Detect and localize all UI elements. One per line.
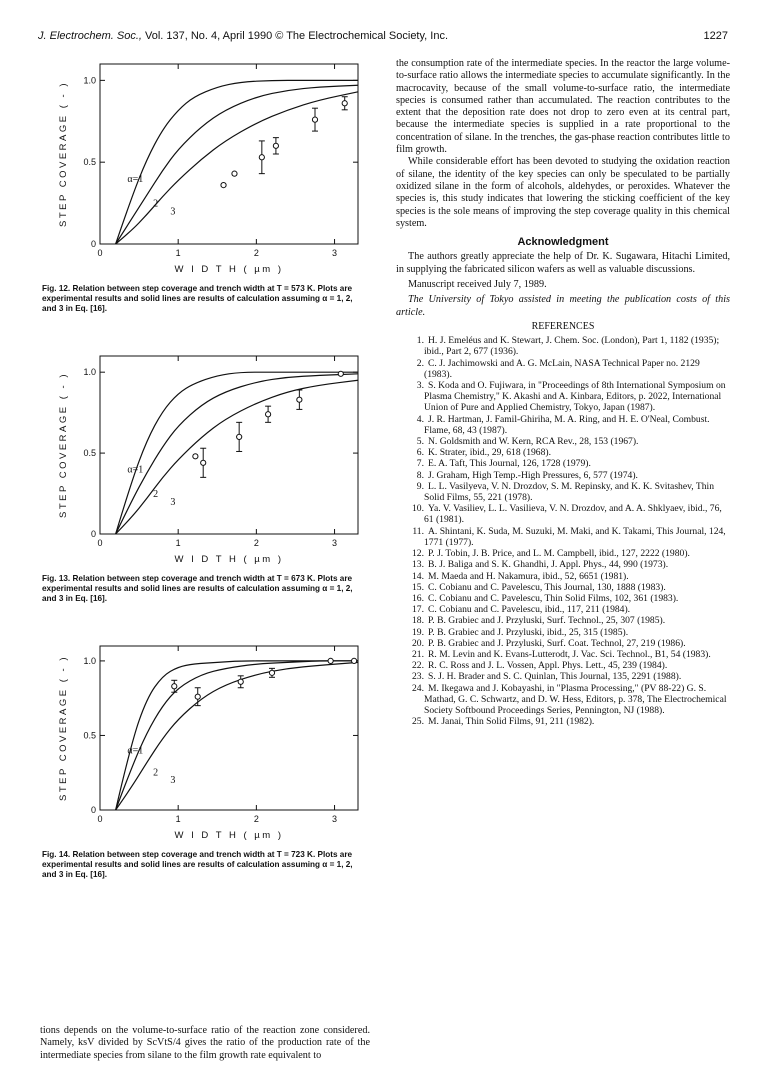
reference-text: E. A. Taft, This Journal, 126, 1728 (1979).: [428, 458, 591, 470]
calculated-curve-3: [116, 92, 358, 244]
reference-item: [396, 458, 730, 469]
reference-text: P. J. Tobin, J. B. Price, and L. M. Campbell, ibid., 127, 2222 (1980).: [428, 548, 690, 560]
reference-item: [396, 481, 730, 503]
reference-number: 9.: [416, 480, 424, 492]
y-tick-label: 1.0: [83, 655, 96, 666]
reference-item: [396, 638, 730, 649]
reference-item: [396, 414, 730, 436]
reference-number: 22.: [412, 660, 424, 672]
calculated-curve-1: [116, 372, 358, 534]
x-tick-label: 0: [97, 814, 103, 824]
left-column-text: tions depends on the volume-to-surface ratio of the reaction zone considered. Namely, ksV divided by ScVtS/4 gives the ratio of the production rate of the intermediate species from silane to the film growth rate equivalent to: [40, 1025, 370, 1061]
experimental-point: [342, 101, 347, 106]
reference-text: H. J. Emeléus and K. Stewart, J. Chem. Soc. (London), Part 1, 1182 (1935); ibid., Part 2, 677 (1936).: [424, 335, 720, 358]
reference-text: S. Koda and O. Fujiwara, in "Proceedings of 8th International Symposium on Plasma Chemistry," K. Akashi and A. Kinbara, Editors, p. 2022, International Union of Pure and Applied Chemistry, Tokyo, Japan (1987).: [424, 380, 726, 414]
reference-item: [396, 548, 730, 559]
calculated-curve-1: [116, 661, 358, 810]
reference-item: [396, 526, 730, 548]
figure-14-caption: Fig. 14. Relation between step coverage and trench width at T = 723 K. Plots are experimental results and solid lines are results of calculation assuming α = 1, 2, and 3 in Eq. [16].: [42, 850, 353, 879]
experimental-point: [265, 412, 270, 417]
experimental-point: [221, 182, 226, 187]
experimental-point: [232, 171, 237, 176]
reference-text: S. J. H. Brader and S. C. Quinlan, This Journal, 135, 2291 (1988).: [428, 671, 682, 683]
figure-13-chart: [40, 342, 370, 574]
reference-item: [396, 380, 730, 414]
reference-number: 4.: [416, 413, 424, 425]
reference-number: 19.: [412, 626, 424, 638]
plot-frame: [100, 356, 358, 534]
experimental-point: [237, 434, 242, 439]
x-tick-label: 3: [332, 248, 338, 258]
curve-label: 2: [153, 767, 159, 779]
experimental-point: [312, 117, 317, 122]
experimental-point: [201, 460, 206, 465]
x-tick-label: 1: [175, 814, 181, 824]
curve-label: 3: [170, 206, 176, 218]
curve-label: α=1: [127, 173, 144, 185]
x-tick-label: 2: [253, 538, 259, 548]
reference-number: 12.: [412, 548, 424, 560]
curve-label: 3: [170, 496, 176, 508]
reference-item: [396, 358, 730, 380]
reference-item: [396, 335, 730, 357]
reference-item: [396, 683, 730, 717]
reference-text: P. B. Grabiec and J. Przyluski, Surf. Technol., 25, 307 (1985).: [428, 615, 666, 627]
experimental-point: [259, 155, 264, 160]
reference-text: J. Graham, High Temp.-High Pressures, 6, 577 (1974).: [428, 469, 638, 481]
reference-item: [396, 447, 730, 458]
right-column: [396, 58, 730, 727]
body-paragraph-1: the consumption rate of the intermediate species. In the reactor the large volume-to-surface ratio allows the intermediate species to accumulate significantly. In the macrocavity, because of the small volume-to-surface ratio, the intermediate species is consumed rather than accumulated. The reaction contributes to the extent that the deposition rate does not drop to zero even at its central part, because the intermediate species is supplied in a rate proportional to the concentration of silane. In the trenches, the gas-phase reaction contributes little to film growth.: [396, 58, 730, 156]
reference-item: [396, 559, 730, 570]
figure-14-chart: [40, 632, 370, 850]
reference-text: C. Cobianu and C. Pavelescu, ibid., 117, 211 (1984).: [428, 604, 631, 616]
x-tick-label: 3: [332, 538, 338, 548]
reference-number: 1.: [416, 335, 424, 347]
reference-text: Ya. V. Vasiliev, L. L. Vasilieva, V. N. Drozdov, and A. A. Shklyaev, ibid., 76, 61 (1981).: [424, 503, 722, 526]
y-tick-label: 1.0: [83, 367, 96, 378]
reference-number: 8.: [416, 469, 424, 481]
x-tick-label: 2: [253, 814, 259, 824]
x-tick-label: 3: [332, 814, 338, 824]
reference-text: M. Janai, Thin Solid Films, 91, 211 (1982).: [428, 716, 595, 728]
reference-number: 16.: [412, 592, 424, 604]
reference-text: M. Maeda and H. Nakamura, ibid., 52, 6651 (1981).: [428, 570, 629, 582]
experimental-point: [297, 397, 302, 402]
experimental-point: [338, 371, 343, 376]
reference-text: C. Cobianu and C. Pavelescu, This Journal, 130, 1888 (1983).: [428, 581, 666, 593]
experimental-point: [351, 658, 356, 663]
reference-number: 3.: [416, 380, 424, 392]
reference-number: 7.: [416, 458, 424, 470]
y-axis-label: STEP COVERAGE ( - ): [58, 654, 69, 802]
calculated-curve-2: [116, 374, 358, 534]
figure-12: [40, 50, 370, 314]
reference-text: P. B. Grabiec and J. Przyluski, ibid., 25, 315 (1985).: [428, 626, 629, 638]
experimental-point: [273, 143, 278, 148]
reference-item: [396, 571, 730, 582]
curve-label: α=1: [127, 464, 144, 476]
reference-number: 20.: [412, 637, 424, 649]
reference-item: [396, 503, 730, 525]
curve-label: 2: [153, 488, 159, 500]
references-list: [396, 335, 730, 727]
experimental-point: [195, 694, 200, 699]
calculated-curve-2: [116, 661, 358, 810]
reference-number: 13.: [412, 559, 424, 571]
reference-item: [396, 627, 730, 638]
reference-number: 14.: [412, 570, 424, 582]
reference-text: P. B. Grabiec and J. Przyluski, Surf. Coat. Technol, 27, 219 (1986).: [428, 637, 686, 649]
reference-text: J. R. Hartman, J. Famil-Ghiriha, M. A. Ring, and H. E. O'Neal, Combust. Flame, 68, 43 (1987).: [424, 413, 710, 436]
acknowledgment-text: The authors greatly appreciate the help of Dr. K. Sugawara, Hitachi Limited, in supplying the fabricated silicon wafers as well as valuable discussions.: [396, 251, 730, 275]
reference-number: 11.: [412, 525, 424, 537]
page-number: 1227: [703, 30, 728, 42]
calculated-curve-2: [116, 85, 358, 244]
x-tick-label: 1: [175, 538, 181, 548]
y-tick-label: 0: [90, 239, 96, 249]
y-tick-label: 0.5: [83, 157, 96, 168]
figure-12-chart: [40, 50, 370, 284]
body-paragraph-2: While considerable effort has been devoted to studying the oxidation reaction of silane, the identity of the key species can only be speculated to be partially oxidized silane in the form of alcohols, aldehydes, or peroxides. Whatever the species is, this study indicates that lowering the sticking coefficient of the key species is the sole means of improving the step coverage quality in this chemical system.: [396, 156, 730, 229]
y-tick-label: 0.5: [83, 730, 96, 741]
plot-frame: [100, 64, 358, 244]
plot-frame: [100, 646, 358, 810]
calculated-curve-3: [116, 662, 358, 810]
calculated-curve-3: [116, 380, 358, 534]
manuscript-received: Manuscript received July 7, 1989.: [408, 279, 547, 291]
publication-costs-note: The University of Tokyo assisted in meeting the publication costs of this article.: [396, 294, 730, 318]
x-axis-label: W I D T H ( µm ): [174, 264, 284, 275]
y-tick-label: 0: [90, 529, 96, 539]
reference-number: 24.: [412, 682, 424, 694]
figure-13: [40, 342, 370, 604]
reference-text: B. J. Baliga and S. K. Ghandhi, J. Appl. Phys., 44, 990 (1973).: [428, 559, 669, 571]
experimental-point: [193, 454, 198, 459]
reference-number: 5.: [416, 436, 424, 448]
reference-text: L. L. Vasilyeva, V. N. Drozdov, S. M. Repinsky, and K. K. Svitashev, Thin Solid Films, 55, 221 (1978).: [424, 480, 715, 504]
reference-item: [396, 615, 730, 626]
experimental-point: [328, 658, 333, 663]
y-tick-label: 0.5: [83, 448, 96, 459]
curve-label: 3: [170, 775, 176, 787]
reference-number: 2.: [416, 357, 424, 369]
journal-name: J. Electrochem. Soc.,: [38, 30, 142, 42]
reference-text: A. Shintani, K. Suda, M. Suzuki, M. Maki, and K. Takami, This Journal, 124, 1771 (1977).: [424, 525, 726, 548]
reference-item: [396, 593, 730, 604]
acknowledgment-heading: Acknowledgment: [517, 236, 609, 249]
x-tick-label: 0: [97, 538, 103, 548]
reference-number: 15.: [412, 581, 424, 593]
experimental-point: [269, 670, 274, 675]
x-tick-label: 1: [175, 248, 181, 258]
reference-number: 23.: [412, 671, 424, 683]
reference-text: R. M. Levin and K. Evans-Lutterodt, J. Vac. Sci. Technol., B1, 54 (1983).: [428, 648, 711, 660]
curve-label: 2: [153, 198, 159, 210]
references-heading: REFERENCES: [531, 320, 595, 332]
reference-item: [396, 671, 730, 682]
reference-text: C. J. Jachimowski and A. G. McLain, NASA Technical Paper no. 2129 (1983).: [424, 357, 700, 380]
reference-number: 21.: [412, 648, 424, 660]
y-tick-label: 0: [90, 805, 96, 815]
y-axis-label: STEP COVERAGE ( - ): [58, 371, 69, 519]
x-tick-label: 2: [253, 248, 259, 258]
reference-item: [396, 436, 730, 447]
y-axis-label: STEP COVERAGE ( - ): [58, 80, 69, 228]
figure-13-caption: Fig. 13. Relation between step coverage and trench width at T = 673 K. Plots are experimental results and solid lines are results of calculation assuming α = 1, 2, and 3 in Eq. [16].: [42, 574, 353, 603]
x-axis-label: W I D T H ( µm ): [174, 830, 284, 841]
running-header: [38, 30, 728, 42]
reference-item: [396, 470, 730, 481]
reference-number: 18.: [412, 615, 424, 627]
y-tick-label: 1.0: [83, 75, 96, 86]
reference-text: R. C. Ross and J. L. Vossen, Appl. Phys. Lett., 45, 239 (1984).: [428, 660, 668, 672]
reference-item: [396, 604, 730, 615]
reference-text: K. Strater, ibid., 29, 618 (1968).: [428, 447, 551, 459]
figure-14: [40, 632, 370, 880]
reference-number: 17.: [412, 604, 424, 616]
reference-number: 25.: [412, 716, 424, 728]
reference-text: N. Goldsmith and W. Kern, RCA Rev., 28, 153 (1967).: [428, 436, 639, 448]
reference-item: [396, 582, 730, 593]
reference-item: [396, 660, 730, 671]
x-tick-label: 0: [97, 248, 103, 258]
reference-item: [396, 649, 730, 660]
reference-item: [396, 716, 730, 727]
curve-label: α=1: [127, 745, 144, 757]
reference-number: 6.: [416, 447, 424, 459]
figure-12-caption: Fig. 12. Relation between step coverage and trench width at T = 573 K. Plots are experimental results and solid lines are results of calculation assuming α = 1, 2, and 3 in Eq. [16].: [42, 284, 353, 313]
reference-text: C. Cobianu and C. Pavelescu, Thin Solid Films, 102, 361 (1983).: [428, 592, 679, 604]
x-axis-label: W I D T H ( µm ): [174, 554, 284, 565]
journal-issue: Vol. 137, No. 4, April 1990 © The Electrochemical Society, Inc.: [141, 30, 449, 42]
experimental-point: [238, 679, 243, 684]
reference-text: M. Ikegawa and J. Kobayashi, in "Plasma Processing," (PV 88-22) G. S. Mathad, G. C. Schwartz, and D. W. Hess, Editors, p. 378, The Electrochemical Society Softbound Proceedings Series, Pennington, NJ (1988).: [424, 682, 727, 716]
experimental-point: [172, 684, 177, 689]
reference-number: 10.: [412, 503, 424, 515]
